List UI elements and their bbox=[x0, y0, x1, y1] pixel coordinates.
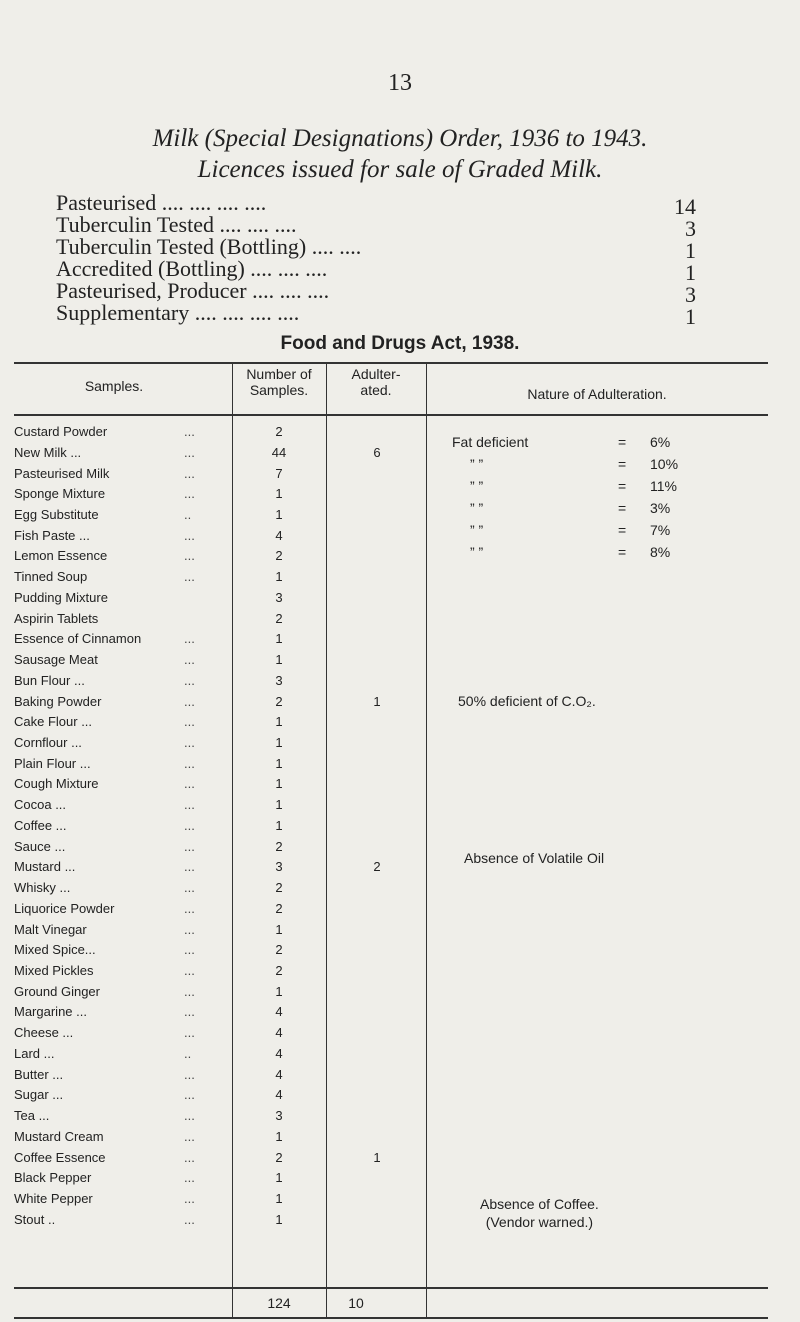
table-row bbox=[14, 1127, 768, 1147]
leader-dots: ... bbox=[184, 569, 195, 585]
baking-powder-note: 50% deficient of C.O₂. bbox=[458, 693, 596, 709]
adulteration-table bbox=[14, 362, 768, 1319]
sample-name: Tinned Soup bbox=[14, 569, 88, 585]
sample-count: 7 bbox=[275, 465, 283, 481]
sample-count: 3 bbox=[275, 672, 283, 688]
sample-name: White Pepper bbox=[14, 1191, 93, 1206]
nature-entry bbox=[452, 544, 712, 566]
sample-count: 3 bbox=[275, 589, 283, 605]
table-row bbox=[14, 774, 768, 794]
total-samples: 124 bbox=[267, 1295, 291, 1311]
licence-list bbox=[56, 190, 696, 329]
table-row bbox=[14, 982, 768, 1002]
sample-count: 2 bbox=[275, 880, 283, 896]
leader-dots: ... bbox=[184, 652, 195, 667]
number-column-header bbox=[232, 366, 326, 398]
header-line: Adulter- bbox=[351, 366, 401, 382]
sample-name: Mustard Cream bbox=[14, 1128, 104, 1144]
table-row bbox=[14, 1210, 768, 1230]
coffee-essence-note bbox=[480, 1195, 599, 1231]
leader-dots: ... bbox=[184, 776, 195, 792]
equals-sign: = bbox=[618, 434, 627, 450]
sample-count: 1 bbox=[275, 1191, 283, 1206]
table-row bbox=[14, 837, 768, 857]
sample-count: 4 bbox=[275, 1066, 283, 1082]
note-line: (Vendor warned.) bbox=[485, 1214, 594, 1230]
sample-name: Baking Powder bbox=[14, 693, 102, 709]
leader-dots: ... bbox=[184, 486, 195, 502]
sample-count: 1 bbox=[275, 797, 283, 813]
table-row bbox=[14, 899, 768, 919]
act-title: Food and Drugs Act, 1938. bbox=[280, 333, 520, 354]
licences-subtitle: Licences issued for sale of Graded Milk. bbox=[197, 156, 603, 183]
sample-name: Coffee Essence bbox=[14, 1149, 106, 1165]
sample-name: Coffee ... bbox=[14, 817, 67, 833]
adulterated-count: 2 bbox=[373, 859, 381, 875]
nature-label: ” ” bbox=[470, 500, 484, 516]
sample-count: 2 bbox=[275, 963, 283, 978]
sample-name: Tea ... bbox=[14, 1108, 50, 1124]
sample-name: Malt Vinegar bbox=[14, 921, 87, 937]
sample-name: Lemon Essence bbox=[14, 548, 108, 564]
licence-count: 1 bbox=[685, 260, 696, 285]
sample-name: Mustard ... bbox=[14, 859, 76, 875]
table-row bbox=[14, 692, 768, 712]
sample-count: 1 bbox=[275, 486, 283, 502]
table-row bbox=[14, 1148, 768, 1168]
licence-count: 1 bbox=[685, 304, 696, 329]
sample-name: Pasteurised Milk bbox=[14, 465, 110, 481]
table-row bbox=[14, 1065, 768, 1085]
sample-count: 1 bbox=[275, 506, 283, 522]
page-number: 13 bbox=[388, 70, 412, 96]
sample-count: 4 bbox=[275, 1025, 283, 1041]
sample-count: 1 bbox=[275, 755, 283, 771]
licence-label: Accredited (Bottling) .... .... .... bbox=[56, 256, 328, 281]
mustard-note: Absence of Volatile Oil bbox=[464, 850, 605, 866]
leader-dots: ... bbox=[184, 631, 195, 647]
sample-name: Sausage Meat bbox=[14, 652, 98, 667]
sample-name: Lard ... bbox=[14, 1045, 55, 1061]
equals-sign: = bbox=[618, 544, 627, 560]
table-row bbox=[14, 1085, 768, 1105]
sample-name: Cocoa ... bbox=[14, 797, 67, 813]
sample-count: 1 bbox=[275, 631, 283, 647]
equals-sign: = bbox=[618, 522, 627, 538]
sample-count: 1 bbox=[275, 1211, 283, 1227]
totals-rule bbox=[14, 1287, 768, 1289]
sample-name: Bun Flour ... bbox=[14, 672, 85, 688]
sample-count: 2 bbox=[275, 900, 283, 916]
leader-dots: ... bbox=[184, 797, 195, 813]
sample-name: Plain Flour ... bbox=[14, 755, 91, 771]
equals-sign: = bbox=[618, 500, 627, 516]
table-row bbox=[14, 878, 768, 898]
sample-name: Black Pepper bbox=[14, 1170, 92, 1186]
sample-count: 3 bbox=[275, 1108, 283, 1124]
licence-count: 3 bbox=[685, 216, 696, 241]
sample-count: 2 bbox=[275, 693, 283, 709]
nature-entry bbox=[452, 456, 712, 478]
sample-name: Cornflour ... bbox=[14, 734, 82, 750]
sample-count: 4 bbox=[275, 527, 283, 543]
table-row bbox=[14, 754, 768, 774]
sample-name: Sauce ... bbox=[14, 838, 66, 854]
table-top-rule bbox=[14, 362, 768, 364]
nature-entry bbox=[452, 522, 712, 544]
sample-name: Fish Paste ... bbox=[14, 527, 90, 543]
sample-name: Liquorice Powder bbox=[14, 900, 115, 916]
nature-value: 6% bbox=[650, 434, 671, 450]
table-row bbox=[14, 712, 768, 732]
leader-dots: ... bbox=[184, 734, 195, 750]
table-row bbox=[14, 857, 768, 877]
nature-label: ” ” bbox=[470, 478, 484, 494]
nature-value: 11% bbox=[650, 478, 677, 494]
table-row bbox=[14, 609, 768, 629]
licence-label: Pasteurised, Producer .... .... .... bbox=[56, 278, 330, 303]
table-row bbox=[14, 1189, 768, 1209]
licence-label: Pasteurised .... .... .... .... bbox=[56, 190, 267, 215]
licence-row bbox=[56, 212, 696, 241]
nature-column-header: Nature of Adulteration. bbox=[527, 386, 667, 402]
sample-name: Stout .. bbox=[14, 1211, 56, 1227]
sample-count: 1 bbox=[275, 1170, 283, 1186]
table-row bbox=[14, 671, 768, 691]
table-row bbox=[14, 1002, 768, 1022]
adulterated-count: 6 bbox=[373, 444, 381, 460]
licence-count: 1 bbox=[685, 238, 696, 263]
note-line: Absence of Coffee. bbox=[480, 1196, 599, 1212]
sample-name: Whisky ... bbox=[14, 880, 71, 896]
header-line: Samples. bbox=[249, 382, 309, 398]
leader-dots: ... bbox=[184, 1191, 195, 1206]
leader-dots: ... bbox=[184, 548, 195, 564]
nature-label: Fat deficient bbox=[452, 434, 529, 450]
licence-count: 14 bbox=[674, 194, 696, 219]
table-row bbox=[14, 1044, 768, 1064]
nature-value: 8% bbox=[650, 544, 671, 560]
licence-label: Supplementary .... .... .... .... bbox=[56, 300, 300, 325]
table-bottom-rule bbox=[14, 1317, 768, 1319]
sample-name: Egg Substitute bbox=[14, 506, 99, 522]
table-row bbox=[14, 1168, 768, 1188]
total-adulterated: 10 bbox=[348, 1295, 364, 1311]
nature-label: ” ” bbox=[470, 456, 484, 472]
sample-count: 4 bbox=[275, 1045, 283, 1061]
leader-dots: ... bbox=[184, 817, 195, 833]
table-row bbox=[14, 920, 768, 940]
header-line: ated. bbox=[360, 382, 392, 398]
sample-count: 1 bbox=[275, 776, 283, 792]
nature-entry bbox=[452, 434, 712, 456]
sample-name: Sugar ... bbox=[14, 1087, 64, 1103]
sample-name: Margarine ... bbox=[14, 1004, 87, 1020]
sample-name: New Milk ... bbox=[14, 444, 82, 460]
sample-count: 4 bbox=[275, 1004, 283, 1020]
table-row bbox=[14, 629, 768, 649]
sample-name: Cheese ... bbox=[14, 1025, 74, 1041]
leader-dots: ... bbox=[184, 672, 195, 688]
adulterated-column-header bbox=[326, 366, 426, 398]
table-row bbox=[14, 940, 768, 960]
table-row bbox=[14, 650, 768, 670]
adulterated-count: 1 bbox=[373, 1149, 381, 1165]
sample-count: 1 bbox=[275, 714, 283, 730]
samples-column-header: Samples. bbox=[84, 378, 144, 394]
leader-dots: ... bbox=[184, 1066, 195, 1082]
sample-count: 3 bbox=[275, 859, 283, 875]
sample-count: 2 bbox=[275, 942, 283, 958]
sample-count: 2 bbox=[275, 838, 283, 854]
nature-entry bbox=[452, 500, 712, 522]
nature-value: 10% bbox=[650, 456, 679, 472]
leader-dots: ... bbox=[184, 859, 195, 875]
licence-row bbox=[56, 234, 696, 263]
table-row bbox=[14, 567, 768, 587]
sample-name: Cake Flour ... bbox=[14, 714, 93, 730]
sample-name: Cough Mixture bbox=[14, 776, 99, 792]
leader-dots: ... bbox=[184, 444, 195, 460]
leader-dots: ... bbox=[184, 942, 195, 958]
equals-sign: = bbox=[618, 478, 627, 494]
leader-dots: ... bbox=[184, 693, 195, 709]
sample-name: Custard Powder bbox=[14, 424, 108, 439]
leader-dots: ... bbox=[184, 1170, 195, 1186]
leader-dots: ... bbox=[184, 714, 195, 730]
leader-dots: ... bbox=[184, 900, 195, 916]
sample-count: 1 bbox=[275, 734, 283, 750]
nature-label: ” ” bbox=[470, 544, 484, 560]
leader-dots: ... bbox=[184, 1025, 195, 1041]
header-line: Number of bbox=[246, 366, 312, 382]
table-row bbox=[14, 733, 768, 753]
sample-count: 2 bbox=[275, 1149, 283, 1165]
licence-row bbox=[56, 190, 696, 219]
leader-dots: ... bbox=[184, 755, 195, 771]
sample-count: 44 bbox=[271, 444, 287, 460]
leader-dots: ... bbox=[184, 465, 195, 481]
table-row bbox=[14, 588, 768, 608]
sample-count: 2 bbox=[275, 548, 283, 564]
licence-label: Tuberculin Tested (Bottling) .... .... bbox=[56, 234, 362, 259]
table-row bbox=[14, 1106, 768, 1126]
sample-count: 1 bbox=[275, 983, 283, 999]
sample-name: Aspirin Tablets bbox=[14, 610, 99, 626]
licence-row bbox=[56, 278, 696, 307]
leader-dots: ... bbox=[184, 1004, 195, 1020]
leader-dots: ... bbox=[184, 983, 195, 999]
sample-count: 4 bbox=[275, 1087, 283, 1103]
licence-label: Tuberculin Tested .... .... .... bbox=[56, 212, 297, 237]
leader-dots: ... bbox=[184, 963, 195, 978]
leader-dots: ... bbox=[184, 1149, 195, 1165]
sample-count: 1 bbox=[275, 652, 283, 667]
header-bottom-rule bbox=[14, 414, 768, 416]
leader-dots: ... bbox=[184, 1108, 195, 1124]
leader-dots: .. bbox=[184, 506, 192, 522]
sample-count: 1 bbox=[275, 1128, 283, 1144]
leader-dots: ... bbox=[184, 1128, 195, 1144]
leader-dots: ... bbox=[184, 838, 195, 854]
leader-dots: .. bbox=[184, 1045, 192, 1061]
table-row bbox=[14, 816, 768, 836]
order-title: Milk (Special Designations) Order, 1936 to 1943. bbox=[152, 125, 648, 152]
licence-row bbox=[56, 300, 696, 329]
leader-dots: ... bbox=[184, 424, 195, 439]
sample-name: Mixed Pickles bbox=[14, 963, 94, 978]
sample-count: 2 bbox=[275, 610, 283, 626]
nature-value: 7% bbox=[650, 522, 671, 538]
equals-sign: = bbox=[618, 456, 627, 472]
table-row bbox=[14, 795, 768, 815]
sample-count: 1 bbox=[275, 569, 283, 585]
adulterated-count: 1 bbox=[373, 693, 381, 709]
sample-count: 1 bbox=[275, 921, 283, 937]
sample-name: Sponge Mixture bbox=[14, 486, 106, 502]
sample-name: Pudding Mixture bbox=[14, 589, 108, 605]
sample-name: Ground Ginger bbox=[14, 983, 100, 999]
sample-name: Butter ... bbox=[14, 1066, 64, 1082]
licence-row bbox=[56, 256, 696, 285]
sample-name: Mixed Spice... bbox=[14, 942, 96, 958]
leader-dots: ... bbox=[184, 880, 195, 896]
licence-count: 3 bbox=[685, 282, 696, 307]
leader-dots: ... bbox=[184, 921, 195, 937]
nature-entry bbox=[452, 478, 712, 500]
leader-dots: ... bbox=[184, 1211, 195, 1227]
table-row bbox=[14, 961, 768, 981]
leader-dots: ... bbox=[184, 527, 195, 543]
table-row bbox=[14, 1023, 768, 1043]
sample-count: 2 bbox=[275, 424, 283, 439]
leader-dots: ... bbox=[184, 1087, 195, 1103]
nature-value: 3% bbox=[650, 500, 671, 516]
sample-count: 1 bbox=[275, 817, 283, 833]
sample-name: Essence of Cinnamon bbox=[14, 631, 142, 647]
nature-label: ” ” bbox=[470, 522, 484, 538]
